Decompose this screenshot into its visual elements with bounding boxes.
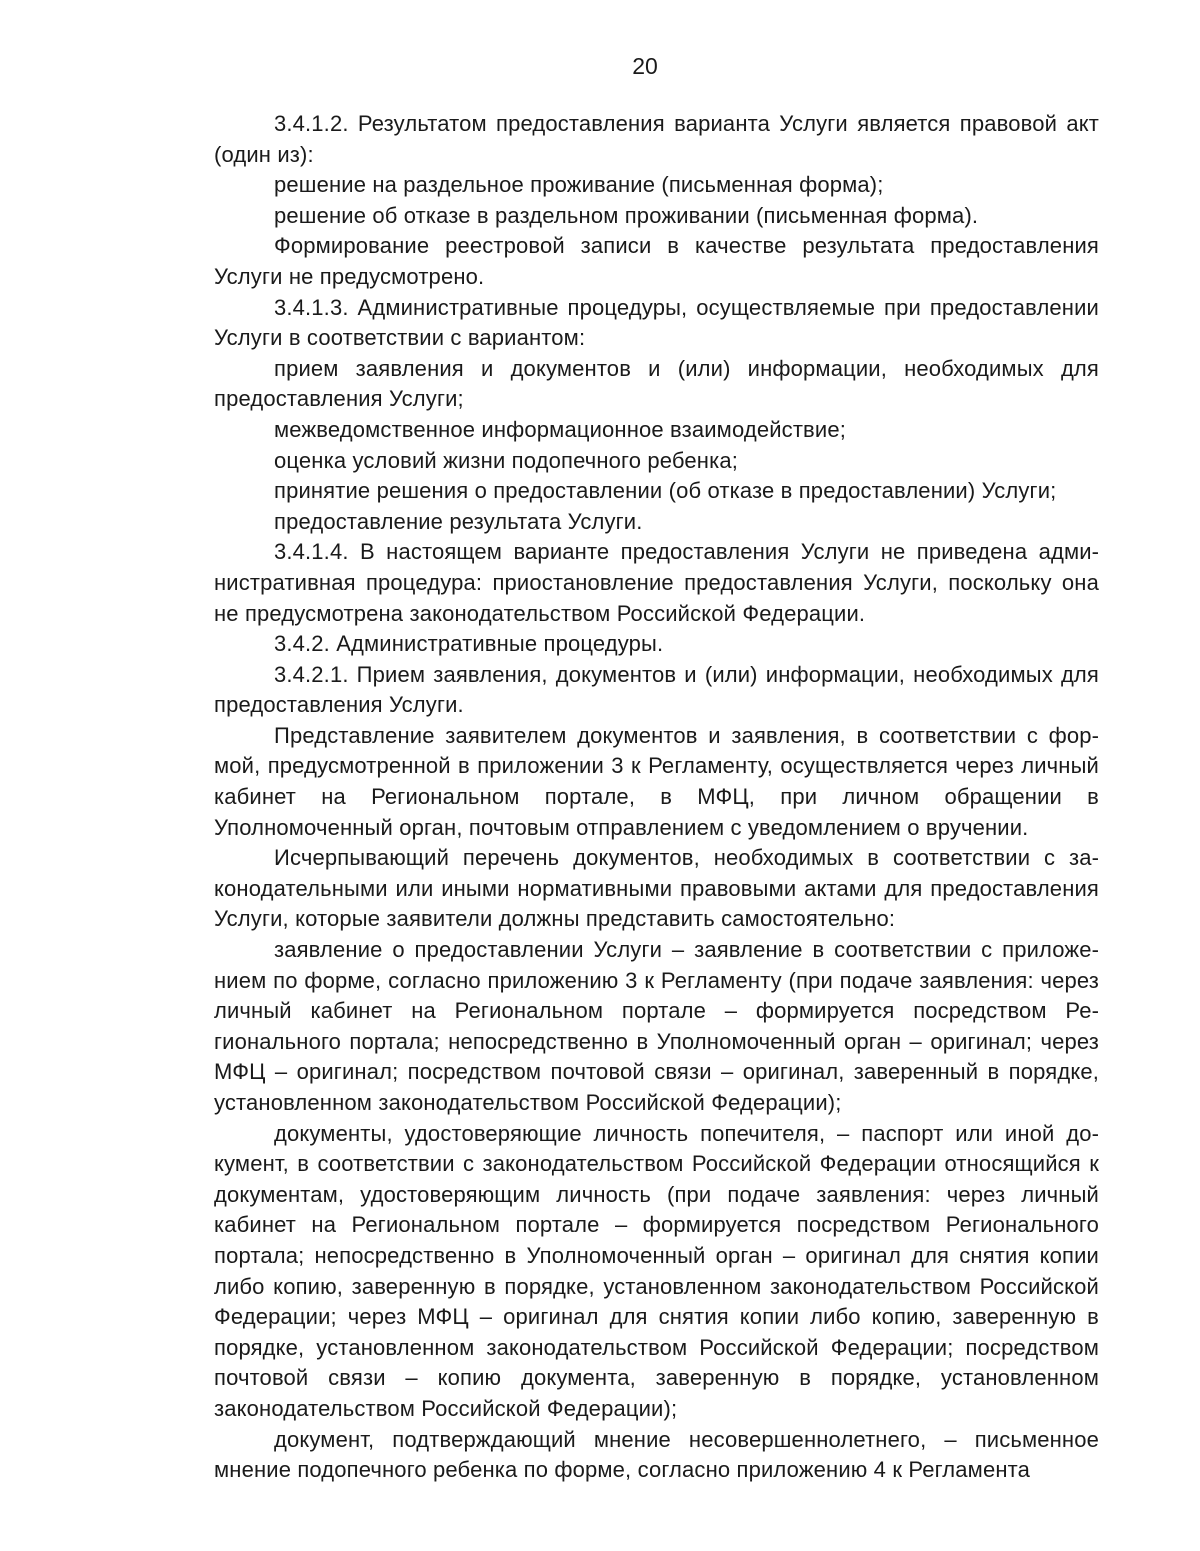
paragraph: Формирование реестровой записи в качестве результата предоставления Услуги не предусмотрено. bbox=[214, 233, 1099, 289]
paragraph: предоставление результата Услуги. bbox=[274, 508, 643, 534]
paragraph: заявление о предоставлении Услуги – заявление в соответствии с приложением по форме, согласно приложению 3 к Регламенту (при подаче заявления: через личный кабинет на Региональном портале – формируется посредством Регионального портала; непосредственно в Уполномоченный орган – оригинал; через МФЦ – оригинал; посредством почтовой связи – оригинал, заверенный в порядке, установленном законодательством Российской Федерации); bbox=[214, 937, 1099, 1115]
paragraph: 3.4.1.4. В настоящем варианте предоставления Услуги не приведена административная процедура: приостановление предоставления Услуги, поскольку она не предусмотрена законодательством Российской Федерации. bbox=[214, 539, 1099, 626]
page-number: 20 bbox=[632, 53, 658, 79]
paragraph: 3.4.1.3. Административные процедуры, осуществляемые при предоставлении Услуги в соответствии с вариантом: bbox=[214, 294, 1099, 351]
paragraph: принятие решения о предоставлении (об отказе в предоставлении) Услуги; bbox=[274, 478, 1057, 504]
paragraph: Представление заявителем документов и заявления, в соответствии с формой, предусмотренной в приложении 3 к Регламенту, осуществляется через личный кабинет на Региональном портале, в МФЦ, при личном обращении в Уполномоченный орган, почтовым отправлением с уведомлением о вручении. bbox=[214, 722, 1099, 840]
paragraph: документы, удостоверяющие личность попечителя, – паспорт или иной документ, в соответствии с законодательством Российской Федерации относящийся к документам, удостоверяющим личность (при подаче заявления: через личный кабинет на Региональном портале – формируется посредством Регионального портала; непосредственно в Уполномоченный орган – оригинал для снятия копии либо копию, заверенную в порядке, установленном законодательством Российской Федерации; через МФЦ – оригинал для снятия копии либо копию, заверенную в порядке, установленном законодательством Российской Федерации; посредством почтовой связи – копию документа, заверенную в порядке, установленном законодательством Российской Федерации); bbox=[214, 1120, 1099, 1421]
paragraph: 3.4.2.1. Прием заявления, документов и (или) информации, необходимых для предоставления Услуги. bbox=[214, 661, 1099, 718]
paragraph: 3.4.2. Административные процедуры. bbox=[274, 631, 664, 657]
paragraph: решение на раздельное проживание (письменная форма); bbox=[274, 172, 884, 198]
paragraph: Исчерпывающий перечень документов, необходимых в соответствии с законодательными или иными нормативными правовыми актами для предоставления Услуги, которые заявители должны представить самостоятельно: bbox=[214, 845, 1099, 932]
document-body bbox=[214, 109, 1099, 1486]
paragraph: 3.4.1.2. Результатом предоставления варианта Услуги является правовой акт (один из): bbox=[214, 111, 1099, 167]
paragraph: прием заявления и документов и (или) информации, необходимых для предоставления Услуги; bbox=[214, 355, 1099, 412]
paragraph: оценка условий жизни подопечного ребенка; bbox=[274, 447, 738, 473]
paragraph: решение об отказе в раздельном проживании (письменная форма). bbox=[274, 202, 979, 228]
paragraph: документ, подтверждающий мнение несовершеннолетнего, – письменное мнение подопечного ребенка по форме, согласно приложению 4 к Регламента bbox=[214, 1426, 1099, 1483]
paragraph: межведомственное информационное взаимодействие; bbox=[274, 416, 846, 442]
